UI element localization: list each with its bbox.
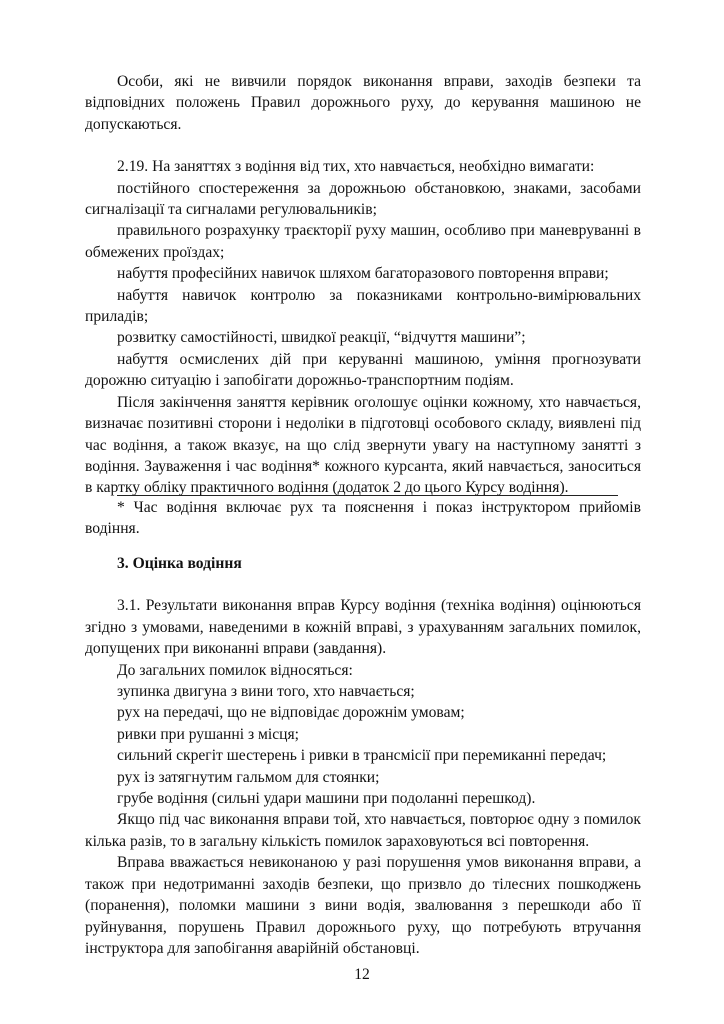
paragraph-3-1: 3.1. Результати виконання вправ Курсу водіння (техніка водіння) оцінюються згідно з умовами, наведеними в кожній вправі, з урахуванням загальних помилок, допущених при виконанні вправи (завдання). — [85, 597, 641, 658]
page-number: 12 — [354, 966, 370, 983]
requirement-item: правильного розрахунку траєкторії руху машин, особливо при маневруванні в обмежених проїздах; — [85, 222, 641, 261]
section-2-19-intro: 2.19. На заняттях з водіння від тих, хто навчається, необхідно вимагати: — [117, 158, 595, 176]
section-3-heading: 3. Оцінка водіння — [117, 555, 242, 572]
requirement-item: набуття професійних навичок шляхом багаторазового повторення вправи; — [117, 265, 609, 283]
error-item: сильний скрегіт шестерень і ривки в трансмісії при перемиканні передач; — [117, 747, 607, 765]
errors-intro: До загальних помилок відносяться: — [117, 661, 353, 679]
footnote-separator — [117, 495, 618, 496]
error-item: ривки при рушанні з місця; — [117, 725, 299, 743]
requirement-item: набуття осмислених дій при керуванні машиною, уміння прогнозувати дорожню ситуацію і запобігати дорожньо-транспортним подіям. — [85, 350, 641, 390]
paragraph-after-lesson: Після закінчення заняття керівник оголошує оцінки кожному, хто навчається, визначає позитивні сторони і недоліки в підготовці особового складу, виявлені під час водіння, а також вказує, на що слід звернути увагу на наступному занятті з водіння. Зауваження і час водіння* кожного курсанта, який навчається, заноситься в картку обліку практичного водіння (додаток 2 до цього Курсу водіння). — [85, 393, 641, 497]
footnote: * Час водіння включає рух та пояснення і показ інструктором прийомів водіння. — [85, 499, 641, 538]
paragraph-repeat-errors: Якщо під час виконання вправи той, хто навчається, повторює одну з помилок кілька разів, то в загальну кількість помилок зараховуються всі повторення. — [85, 811, 641, 850]
error-item: зупинка двигуна з вини того, хто навчається; — [117, 683, 415, 701]
requirement-item: розвитку самостійності, швидкої реакції, “відчуття машини”; — [117, 329, 526, 347]
body-block-top — [85, 71, 641, 499]
paragraph-admission: Особи, які не вивчили порядок виконання вправи, заходів безпеки та відповідних положень Правил дорожнього руху, до керування машиною не допускаються. — [85, 73, 641, 133]
body-block-bottom — [85, 553, 641, 959]
requirement-item: постійного спостереження за дорожньою обстановкою, знаками, засобами сигналізації та сигналами регулювальників; — [85, 179, 641, 219]
paragraph-failure-conditions: Вправа вважається невиконаною у разі порушення умов виконання вправи, а також при недотриманні заходів безпеки, що призвло до тілесних пошкоджень (поранення), поломки машини з вини водія, звалювання з перешкоди або її руйнування, порушень Правил дорожнього руху, що потребують втручання інструктора для запобігання аварійній обстановці. — [85, 854, 641, 957]
error-item: рух на передачі, що не відповідає дорожнім умовам; — [117, 704, 465, 722]
requirement-item: набуття навичок контролю за показниками контрольно-вимірювальних приладів; — [85, 286, 641, 326]
footnote-block — [85, 497, 641, 540]
error-item: рух із затягнутим гальмом для стоянки; — [117, 768, 380, 786]
error-item: грубе водіння (сильні удари машини при подоланні перешкод). — [117, 790, 536, 808]
